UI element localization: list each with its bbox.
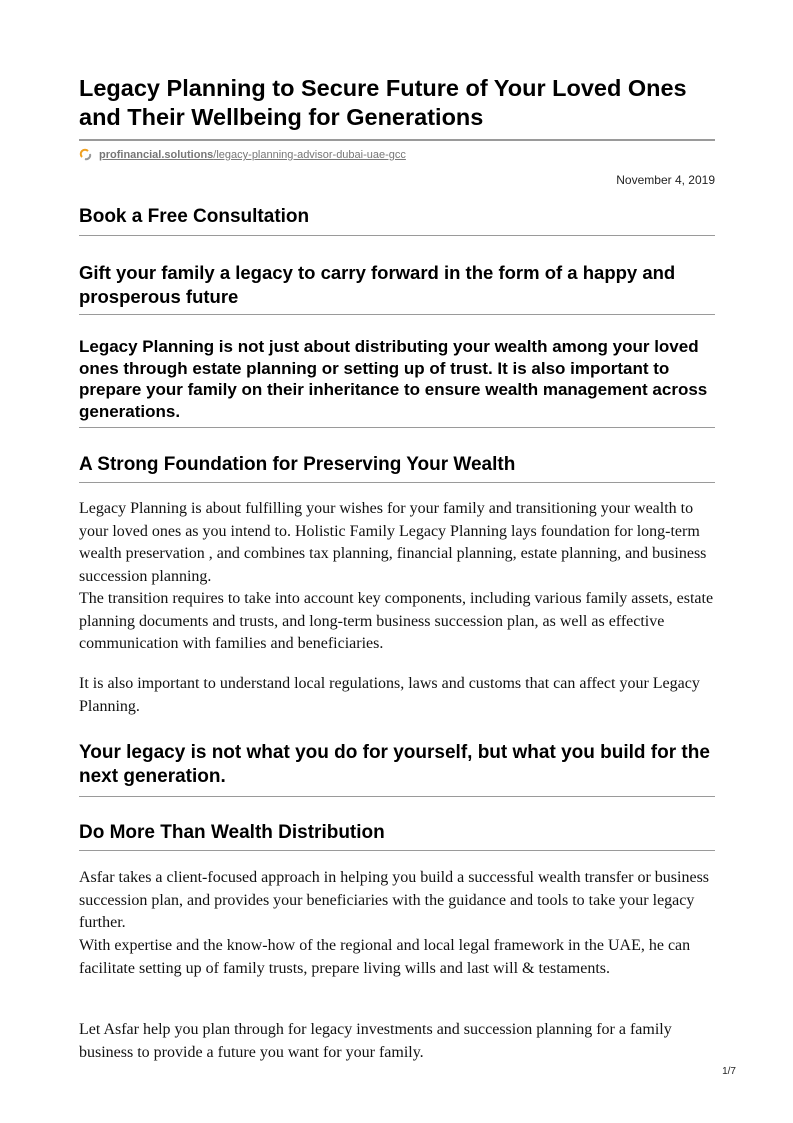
distribution-paragraph-2: Let Asfar help you plan through for legacy investments and succession planning for a family business to provide a future you want for your family.	[79, 1021, 672, 1061]
divider	[79, 796, 715, 797]
foundation-paragraph-2: It is also important to understand local regulations, laws and customs that can affect your Legacy Planning.	[79, 675, 700, 715]
distribution-paragraph-1a: Asfar takes a client-focused approach in helping you build a successful wealth transfer or business succession plan, and provides your beneficiaries with the guidance and tools to take your legacy further.	[79, 869, 710, 932]
divider	[79, 482, 715, 483]
divider	[79, 850, 715, 851]
link-icon	[79, 148, 93, 162]
foundation-paragraph-1b: The transition requires to take into account key components, including various family assets, estate planning documents and trusts, and long-term business succession plan, as well as effective communication with families and beneficiaries.	[79, 590, 714, 653]
distribution-heading: Do More Than Wealth Distribution	[79, 822, 385, 843]
consultation-heading: Book a Free Consultation	[79, 206, 310, 227]
page-number: 1/7	[722, 1066, 736, 1077]
divider	[79, 314, 715, 315]
foundation-paragraph-1a: Legacy Planning is about fulfilling your wishes for your family and transitioning your wealth to your loved ones as you intend to. Holistic Family Legacy Planning lays foundation for long-term wealth preservation , and combines tax planning, financial planning, estate planning, and business succession planning.	[79, 500, 707, 585]
intro-bold-text: Legacy Planning is not just about distributing your wealth among your loved ones through estate planning or setting up of trust. It is also important to prepare your family on their inheritance to ensure wealth management across generations.	[79, 337, 708, 421]
foundation-heading: A Strong Foundation for Preserving Your Wealth	[79, 454, 516, 475]
source-link[interactable]	[99, 147, 406, 163]
page-title: Legacy Planning to Secure Future of Your Loved Ones and Their Wellbeing for Generations	[79, 75, 687, 130]
source-domain: profinancial.solutions	[99, 149, 214, 161]
source-line	[79, 147, 406, 163]
publish-date: November 4, 2019	[616, 173, 715, 187]
divider	[79, 235, 715, 236]
source-path: /legacy-planning-advisor-dubai-uae-gcc	[213, 149, 406, 161]
gift-heading: Gift your family a legacy to carry forward in the form of a happy and prosperous future	[79, 262, 676, 307]
legacy-quote-heading: Your legacy is not what you do for yourself, but what you build for the next generation.	[79, 742, 710, 787]
divider	[79, 427, 715, 428]
title-divider	[79, 139, 715, 141]
distribution-paragraph-1b: With expertise and the know-how of the regional and local legal framework in the UAE, he can facilitate setting up of family trusts, prepare living wills and last will & testaments.	[79, 937, 691, 977]
